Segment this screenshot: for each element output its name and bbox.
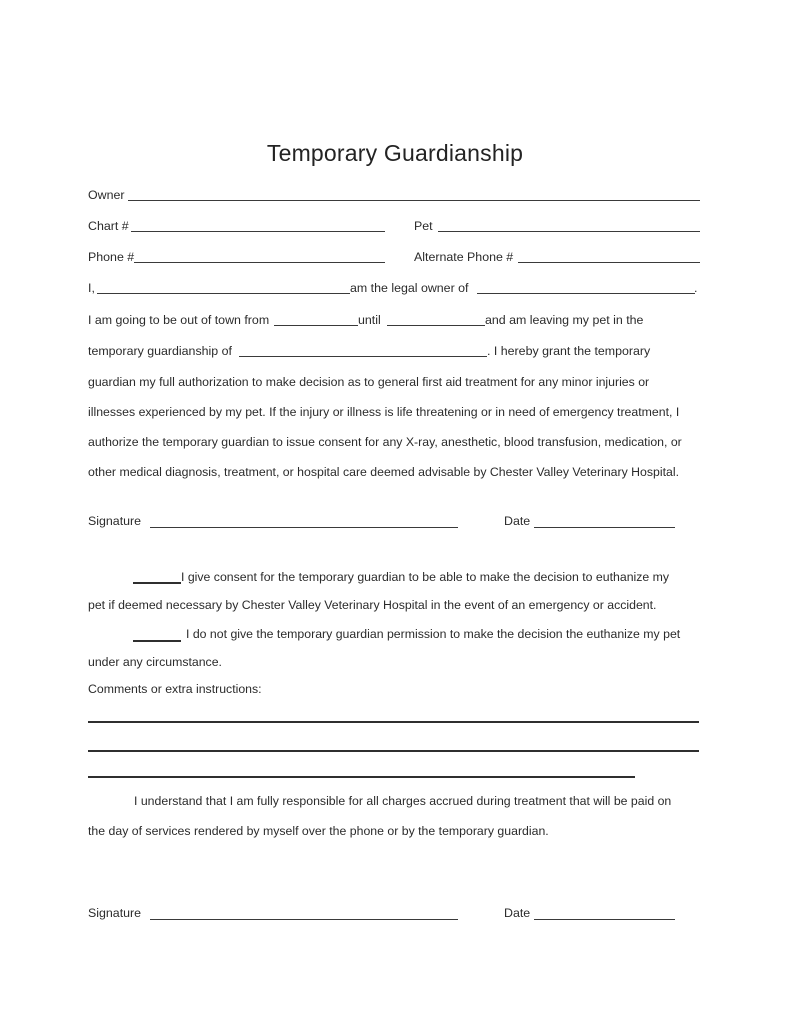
chart-number-input[interactable] bbox=[131, 231, 385, 232]
legal-owner-middle-text: am the legal owner of bbox=[350, 281, 469, 295]
comments-input-line-1[interactable] bbox=[88, 721, 699, 723]
give-consent-initials-input[interactable] bbox=[133, 582, 181, 584]
authorization-paragraph bbox=[88, 367, 702, 487]
decline-consent-line-1: I do not give the temporary guardian permission to make the decision the euthanize my pet bbox=[186, 627, 681, 641]
pet-input[interactable] bbox=[438, 231, 700, 232]
comments-input-line-2[interactable] bbox=[88, 750, 699, 752]
date-label-top: Date bbox=[504, 514, 531, 528]
out-of-town-suffix: and am leaving my pet in the bbox=[485, 313, 644, 327]
phone-number-label: Phone # bbox=[88, 250, 135, 264]
out-of-town-until-text: until bbox=[358, 313, 381, 327]
signature-input-bottom[interactable] bbox=[150, 919, 458, 920]
give-consent-line-1: I give consent for the temporary guardian to be able to make the decision to euthanize my bbox=[181, 570, 670, 584]
authorization-line-1: guardian my full authorization to make decision as to general first aid treatment for any minor injuries or bbox=[88, 375, 650, 389]
page-title: Temporary Guardianship bbox=[266, 140, 524, 166]
give-consent-line-2: pet if deemed necessary by Chester Valley Veterinary Hospital in the event of an emergency or accident. bbox=[88, 598, 657, 612]
guardianship-name-input[interactable] bbox=[239, 356, 487, 357]
phone-number-input[interactable] bbox=[134, 262, 385, 263]
decline-consent-initials-input[interactable] bbox=[133, 640, 181, 642]
financial-responsibility-paragraph bbox=[88, 786, 702, 846]
guardianship-suffix: . I hereby grant the temporary bbox=[487, 344, 651, 358]
authorization-line-4: other medical diagnosis, treatment, or hospital care deemed advisable by Chester Valley Veterinary Hospital. bbox=[88, 465, 680, 479]
authorization-line-3: authorize the temporary guardian to issue consent for any X-ray, anesthetic, blood transfusion, medication, or bbox=[88, 435, 682, 449]
owner-input[interactable] bbox=[128, 200, 700, 201]
date-label-bottom: Date bbox=[504, 906, 531, 920]
pet-label: Pet bbox=[414, 219, 433, 233]
alternate-phone-label: Alternate Phone # bbox=[414, 250, 514, 264]
date-input-bottom[interactable] bbox=[534, 919, 675, 920]
comments-label: Comments or extra instructions: bbox=[88, 682, 262, 696]
comments-input-line-3[interactable] bbox=[88, 776, 635, 778]
alternate-phone-input[interactable] bbox=[518, 262, 700, 263]
legal-owner-period: . bbox=[694, 281, 698, 295]
out-of-town-prefix: I am going to be out of town from bbox=[88, 313, 270, 327]
authorization-line-2: illnesses experienced by my pet. If the injury or illness is life threatening or in need of emergency treatment, I bbox=[88, 405, 680, 419]
owner-label: Owner bbox=[88, 188, 125, 202]
decline-consent-line-2: under any circumstance. bbox=[88, 655, 222, 669]
financial-line-1: I understand that I am fully responsible for all charges accrued during treatment that will be paid on bbox=[134, 794, 672, 808]
signature-input-top[interactable] bbox=[150, 527, 458, 528]
signature-label-bottom: Signature bbox=[88, 906, 142, 920]
legal-owner-pet-input[interactable] bbox=[477, 293, 695, 294]
signature-label-top: Signature bbox=[88, 514, 142, 528]
out-of-town-from-input[interactable] bbox=[274, 325, 358, 326]
chart-number-label: Chart # bbox=[88, 219, 129, 233]
legal-owner-prefix: I, bbox=[88, 281, 95, 295]
date-input-top[interactable] bbox=[534, 527, 675, 528]
financial-line-2: the day of services rendered by myself over the phone or by the temporary guardian. bbox=[88, 824, 549, 838]
legal-owner-name-input[interactable] bbox=[97, 293, 350, 294]
guardianship-prefix: temporary guardianship of bbox=[88, 344, 232, 358]
out-of-town-until-input[interactable] bbox=[387, 325, 485, 326]
